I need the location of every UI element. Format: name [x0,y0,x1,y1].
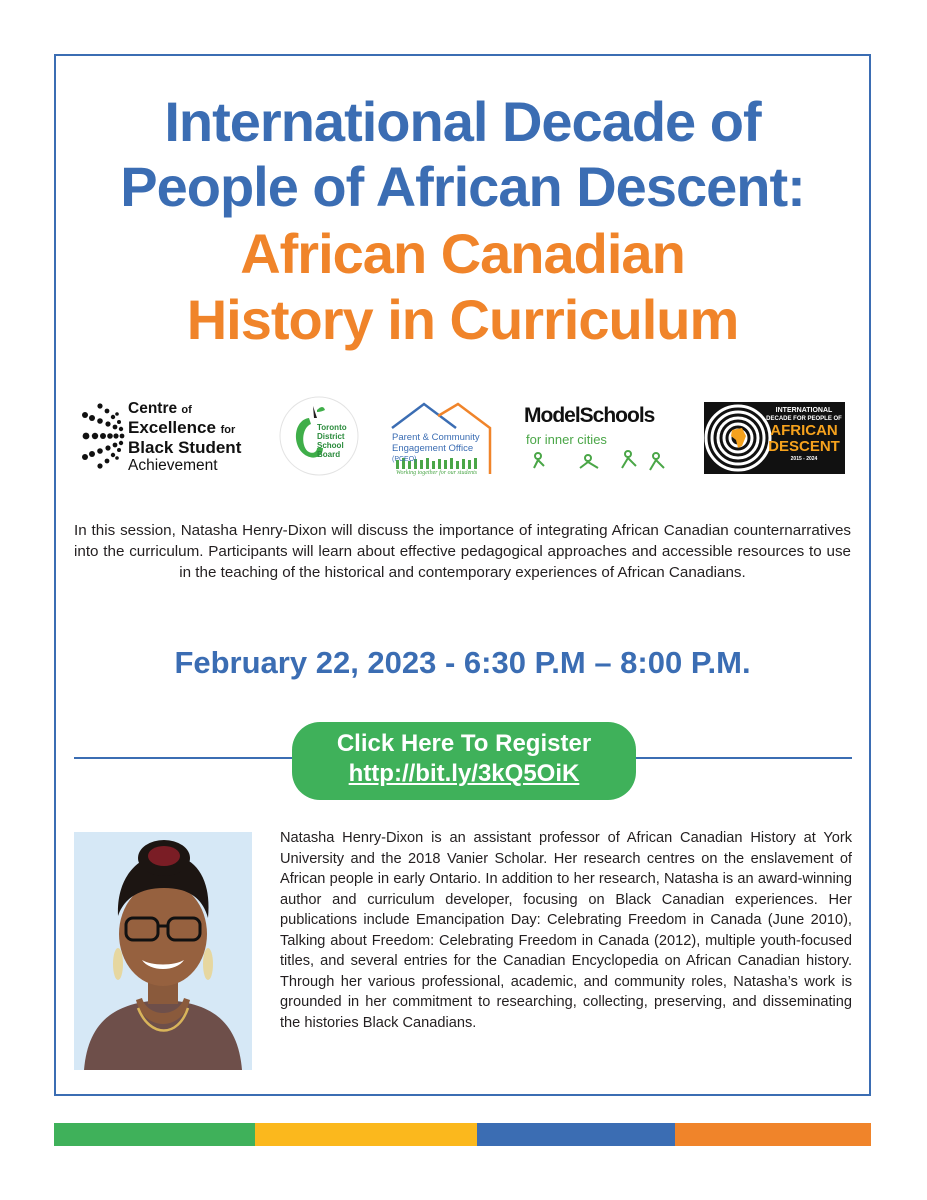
pceo-line-3: (PCEO) [392,456,417,463]
decade-years: 2015 - 2024 [790,456,818,462]
cebsa-logo-text [128,400,241,475]
tdsb-logo [279,396,359,476]
pceo-line-1: Parent & Community [392,432,480,443]
tdsb-line-4: Board [317,450,341,459]
register-link[interactable]: http://bit.ly/3kQ5OiK [348,760,580,787]
model-schools-subtitle: for inner cities [526,432,607,447]
footer-bar-yellow [255,1123,477,1146]
decade-line-4: DESCENT [768,438,840,455]
footer-bar-orange [675,1123,871,1146]
register-label: Click Here To Register [336,730,592,757]
pceo-label [392,432,480,465]
cebsa-line-2: Excellence [128,418,216,437]
title-line-1: International Decade of [164,90,761,153]
decade-logo-text [764,406,844,463]
tdsb-line-1: Toronto [317,423,347,432]
decade-line-3: AFRICAN [770,422,838,439]
cebsa-of: of [181,404,192,416]
session-description: In this session, Natasha Henry-Dixon will discuss the importance of integrating African Canadian counternarratives into the curriculum. Participants will learn about effective pedagogical approaches and accessible resources to use in the teaching of the historical and contemporary experiences of African Canadians. [74,522,851,581]
cebsa-line-1: Centre [128,400,178,417]
pceo-line-2: Engagement Office [392,443,474,454]
divider-right [636,757,852,759]
footer-bar-blue [477,1123,675,1146]
cebsa-for: for [220,424,236,436]
cebsa-line-4: Achievement [128,457,218,474]
tdsb-line-2: District [317,432,345,441]
tdsb-line-3: School [317,441,344,450]
decade-line-2: DECADE FOR PEOPLE OF [766,416,842,422]
register-button[interactable] [292,722,636,800]
decade-logo [704,402,845,474]
subtitle-line-1: African Canadian [240,222,685,285]
speaker-photo [74,832,252,1070]
cebsa-logo-mark [78,400,126,472]
title-line-2: People of African Descent: [120,155,805,218]
divider-left [74,757,292,759]
speaker-bio: Natasha Henry-Dixon is an assistant professor of African Canadian History at York University and the 2018 Vanier Scholar. Her research centres on the enslavement of African people in early Ontario. In addition to her research, Natasha is an award-winning author and curriculum developer, focusing on Black Canadian experiences. Her publications include Emancipation Day: Celebrating Freedom in Canada (June 2010), Talking about Freedom: Celebrating Freedom in Canada (2012), multiple youth-focused titles, and several entries for the Canadian Encyclopedia on African Canadian history. Through her various professional, academic, and community roles, Natasha’s work is grounded in her commitment to researching, collecting, preserving, and disseminating the histories Black Canadians. [280,830,852,1031]
footer-bar-green [54,1123,255,1146]
model-schools-figures-icon [528,448,668,472]
subtitle-line-2: History in Curriculum [186,288,739,351]
tdsb-label [317,423,347,459]
event-date-time: February 22, 2023 - 6:30 P.M – 8:00 P.M. [174,645,751,680]
model-schools-title: ModelSchools [524,404,655,427]
decade-line-1: INTERNATIONAL [775,407,833,414]
pceo-tagline: Working together for our students [396,470,478,476]
cebsa-line-3: Black Student [128,438,242,457]
